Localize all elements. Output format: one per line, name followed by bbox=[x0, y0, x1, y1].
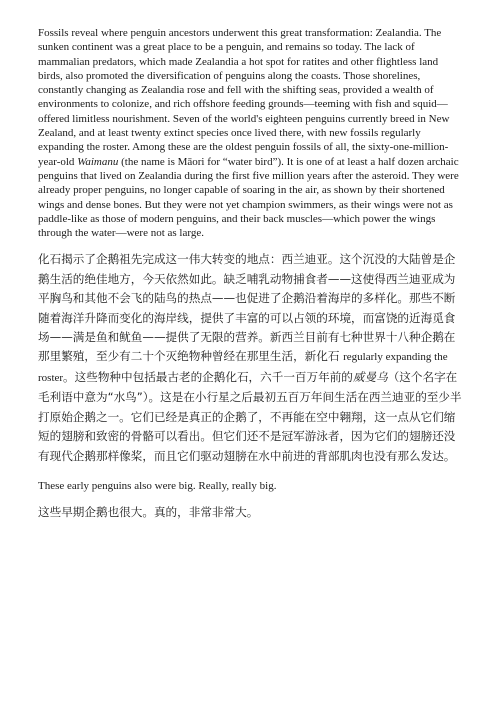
english-paragraph-big-penguins: These early penguins also were big. Really, really big. bbox=[38, 479, 277, 492]
chinese-paragraph-fossils bbox=[38, 250, 462, 465]
species-name-italic: 威曼乌 bbox=[352, 369, 388, 384]
english-paragraph-fossils bbox=[38, 26, 462, 240]
paragraph-text: 化石揭示了企鹅祖先完成这一伟大转变的地点：西兰迪亚。这个沉没的大陆曾是企鹅生活的绝佳地方，今天依然如此。缺乏哺乳动物捕食者——这使得西兰迪亚成为平胸鸟和其他不会飞的陆鸟的热点——也促进了企鹅沿着海岸的多样化。那些不断随着海洋升降而变化的海岸线，提供了丰富的可以占领的环境，而富饶的近海觅食场——满是鱼和鱿鱼——提供了无限的营养。新西兰目前有七种世界十八种企鹅在那里繁殖，至少有二十个灭绝物种曾经在那里生活，新化石 bbox=[38, 252, 456, 364]
document-page bbox=[38, 26, 462, 523]
paragraph-text: (the name is Māori for “water bird”). It is one of at least a half dozen archaic penguins that lived on Zealandia during the first five million years after the asteroid. They were already proper penguins, no longer capable of soaring in the air, as shown by their shortened wings and dense bones. But they were not yet champion swimmers, as their wings were not as paddle-like as those of modern penguins, and their back muscles—which power the wings through the water—were not as large. bbox=[38, 155, 459, 240]
paragraph-text: Fossils reveal where penguin ancestors underwent this great transformation: Zealandia. The sunken continent was a great place to be a penguin, and remains so today. The lack of mammalian predators, which made Zealandia a hot spot for ratites and other flightless land birds, also promoted the diversification of penguins along the coasts. Those shorelines, constantly changing as Zealandia rose and fell with the shifting seas, provided a wealth of environments to colonize, and rich offshore feeding grounds—teeming with fish and squid—offered limitless nourishment. Seven of the world's eighteen penguins currently breed in New Zealand, and at least twenty extinct species once lived there, with new fossils regularly expanding the roster. Among these are the oldest penguin fossils of all, the sixty-one-million-year-old bbox=[38, 27, 450, 168]
chinese-paragraph-big-penguins: 这些早期企鹅也很大。真的，非常非常大。 bbox=[38, 505, 259, 520]
paragraph-text: 。这些物种中包括最古老的企鹅化石，六千一百万年前的 bbox=[63, 369, 353, 384]
species-name-italic: Waimanu bbox=[77, 155, 119, 168]
paragraph-text: （这个名字在毛利语中意为“水鸟”）。这是在小行星之后最初五百万年间生活在西兰迪亚的至少半打原始企鹅之一。它们已经是真正的企鹅了，不再能在空中翱翔，这一点从它们缩短的翅膀和致密的骨骼可以看出。但它们还不是冠军游泳者，因为它们的翅膀还没有现代企鹅那样像桨，而且它们驱动翅膀在水中前进的背部肌肉也没有那么发达。 bbox=[38, 369, 462, 463]
untranslated-phrase: regularly expanding the roster bbox=[38, 351, 448, 384]
